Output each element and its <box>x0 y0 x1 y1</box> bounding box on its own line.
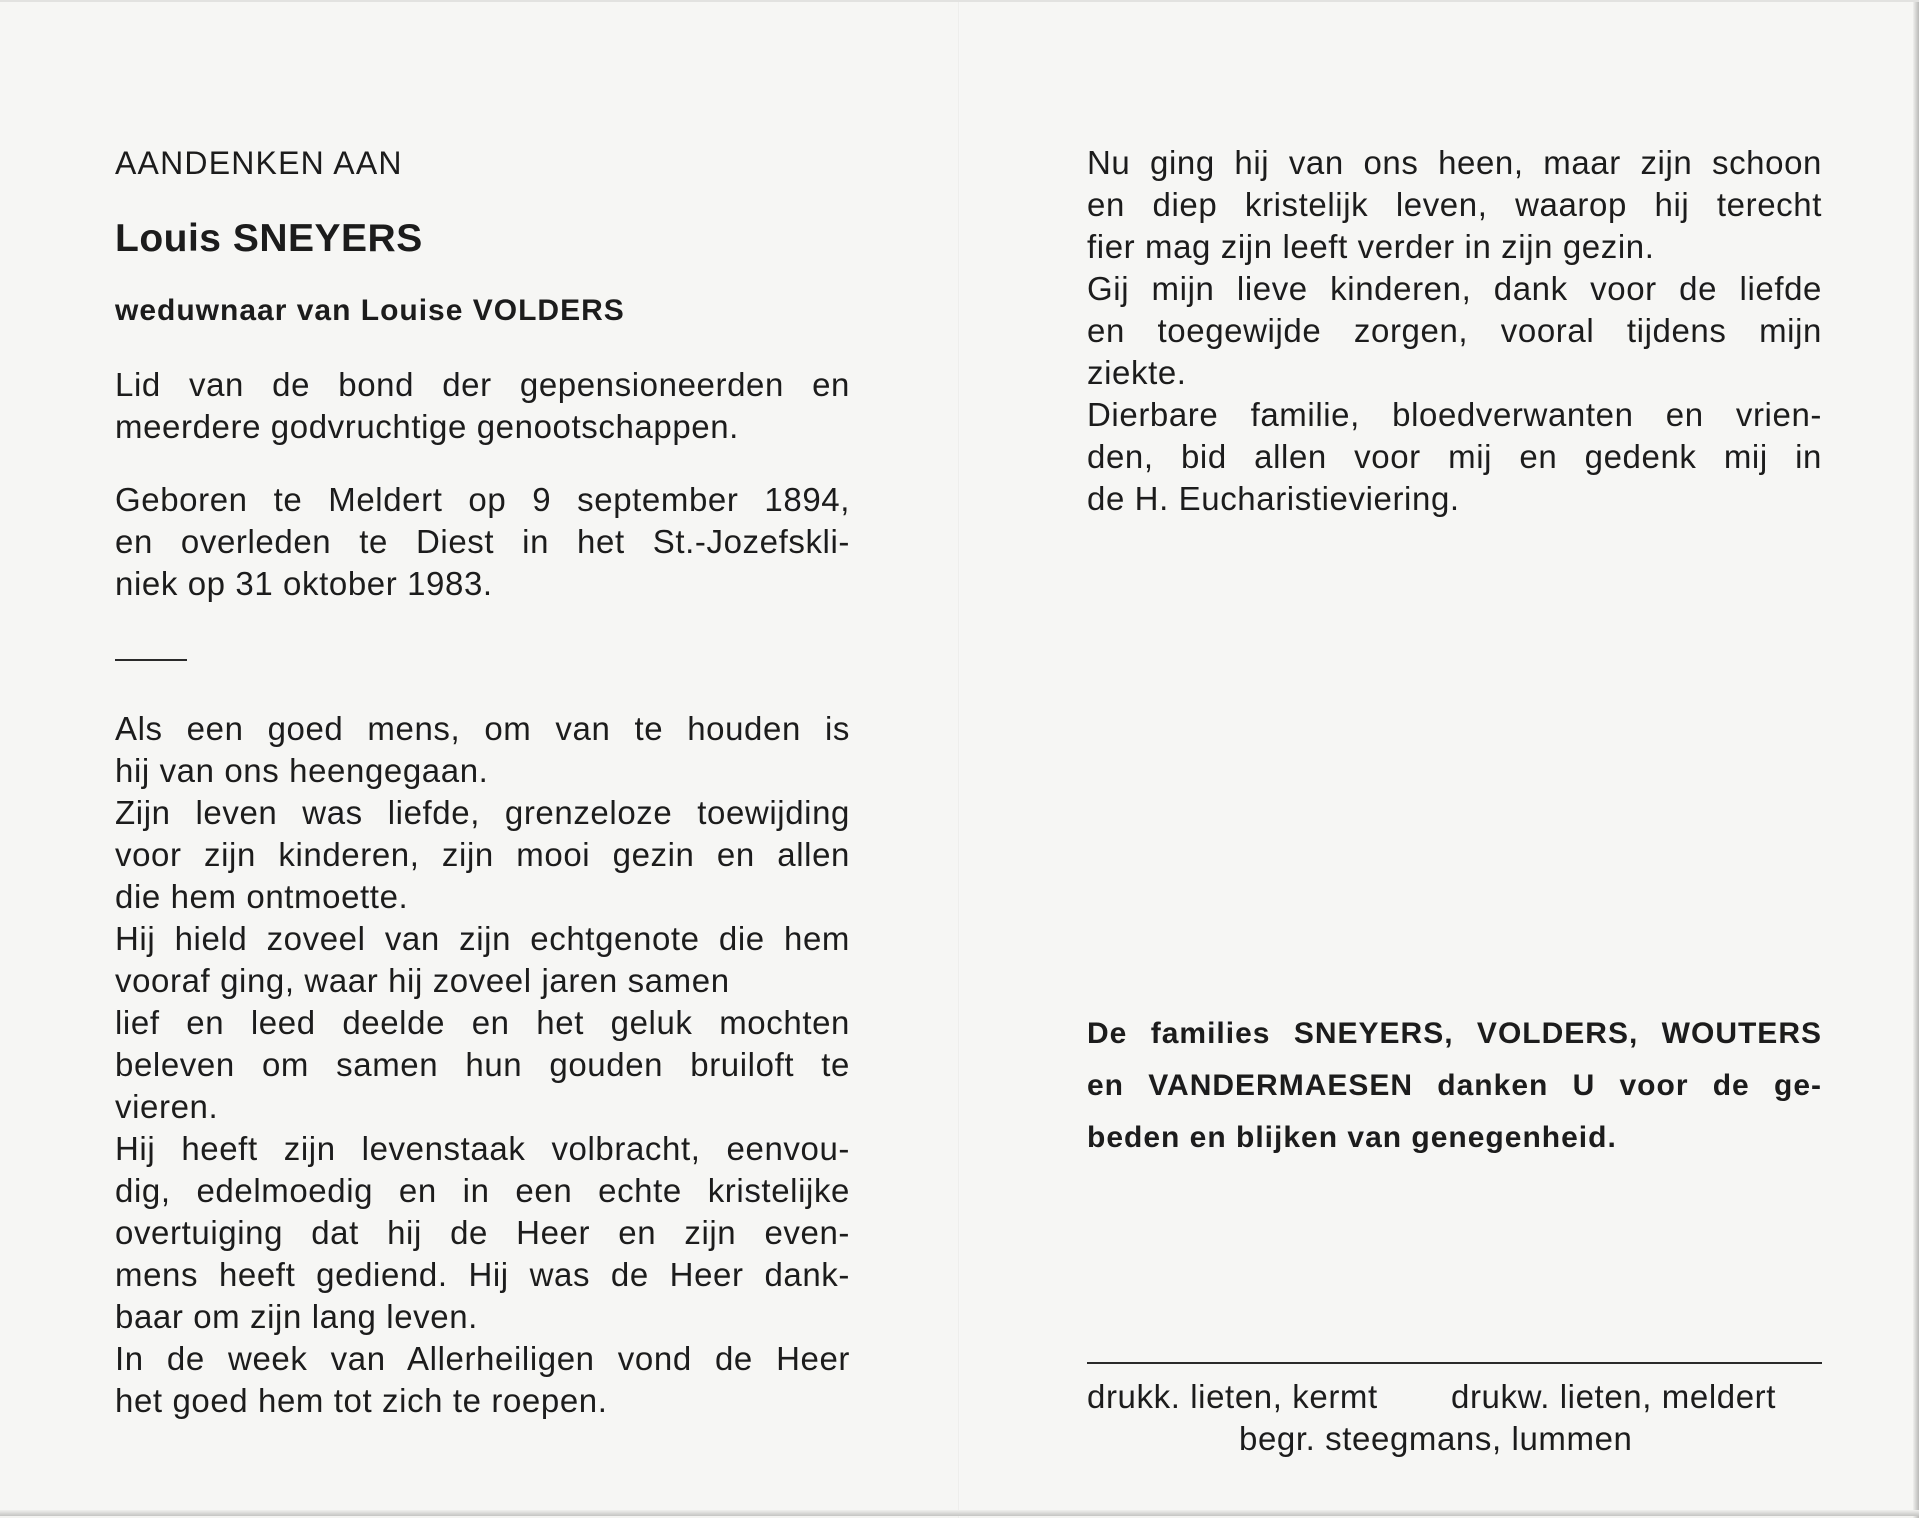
text-line: vooraf ging, waar hij zoveel jaren samen <box>115 962 730 999</box>
text-line: Hij heeft zijn levenstaak volbracht, eenvou- <box>115 1130 850 1167</box>
text-line: mens heeft gediend. Hij was de Heer dank- <box>115 1256 850 1293</box>
text-line: die hem ontmoette. <box>115 878 409 915</box>
text-line: meerdere godvruchtige genootschappen. <box>115 408 739 445</box>
center-fold <box>958 2 960 1518</box>
text-line: ziekte. <box>1087 354 1187 391</box>
text-line: vieren. <box>115 1088 219 1125</box>
text-line: baar om zijn lang leven. <box>115 1298 478 1335</box>
card-edge-bottom <box>0 1510 1919 1516</box>
text-line: Hij hield zoveel van zijn echtgenote die hem <box>115 920 850 957</box>
text-line: en toegewijde zorgen, vooral tijdens mijn <box>1087 312 1822 349</box>
card-edge-right <box>1913 2 1919 1518</box>
text-line: Gij mijn lieve kinderen, dank voor de liefde <box>1087 270 1822 307</box>
text-line: fier mag zijn leeft verder in zijn gezin. <box>1087 228 1655 265</box>
text-line: lief en leed deelde en het geluk mochten <box>115 1004 850 1041</box>
text-line: dig, edelmoedig en in een echte kristelijke <box>115 1172 850 1209</box>
deceased-name: Louis SNEYERS <box>115 217 423 260</box>
text-line: en overleden te Diest in het St.-Jozefskli- <box>115 523 850 560</box>
text-line: den, bid allen voor mij en gedenk mij in <box>1087 438 1822 475</box>
printer-left: drukk. lieten, kermt <box>1087 1378 1378 1415</box>
text-line: Zijn leven was liefde, grenzeloze toewijding <box>115 794 850 831</box>
text-line: beden en blijken van genegenheid. <box>1087 1121 1617 1154</box>
text-line: de H. Eucharistieviering. <box>1087 480 1460 517</box>
widower-line: weduwnaar van Louise VOLDERS <box>115 294 625 327</box>
text-line: niek op 31 oktober 1983. <box>115 565 493 602</box>
text-line: Geboren te Meldert op 9 september 1894, <box>115 481 850 518</box>
text-line: Lid van de bond der gepensioneerden en <box>115 366 850 403</box>
text-line: voor zijn kinderen, zijn mooi gezin en allen <box>115 836 850 873</box>
text-line: en VANDERMAESEN danken U voor de ge- <box>1087 1069 1822 1102</box>
funeral-director: begr. steegmans, lummen <box>1239 1420 1633 1457</box>
printer-right: drukw. lieten, meldert <box>1451 1378 1777 1415</box>
text-line: Nu ging hij van ons heen, maar zijn schoon <box>1087 144 1822 181</box>
text-line: In de week van Allerheiligen vond de Heer <box>115 1340 850 1377</box>
text-line: het goed hem tot zich te roepen. <box>115 1382 608 1419</box>
text-line: Als een goed mens, om van te houden is <box>115 710 850 747</box>
text-line: beleven om samen hun gouden bruiloft te <box>115 1046 850 1083</box>
text-line: overtuiging dat hij de Heer en zijn even- <box>115 1214 850 1251</box>
footer-rule <box>1087 1362 1822 1364</box>
heading: AANDENKEN AAN <box>115 145 403 181</box>
text-line: De families SNEYERS, VOLDERS, WOUTERS <box>1087 1017 1822 1050</box>
text-line: Dierbare familie, bloedverwanten en vrien- <box>1087 396 1822 433</box>
text-line: en diep kristelijk leven, waarop hij terecht <box>1087 186 1822 223</box>
text-line: hij van ons heengegaan. <box>115 752 489 789</box>
separator-dash <box>115 659 187 661</box>
